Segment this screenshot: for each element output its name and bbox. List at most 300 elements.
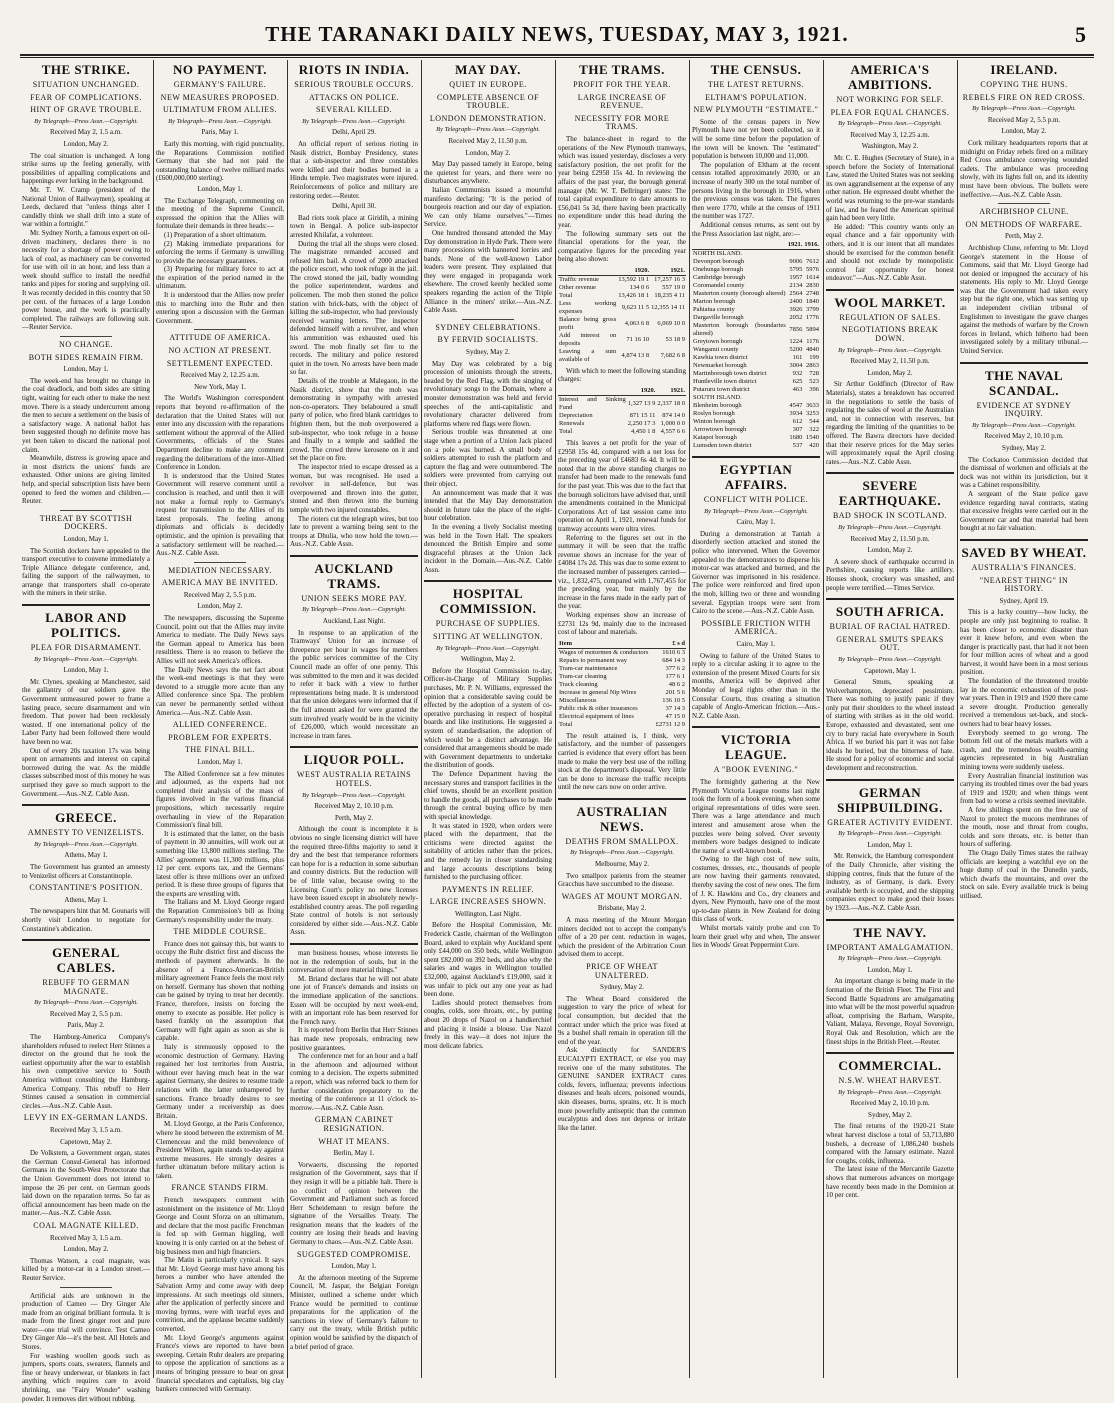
wire-credit: By Telegraph—Press Assn.—Copyright. bbox=[972, 105, 1076, 113]
paragraph: During a demonstration at Tantah a disorderly section attacked and stoned the police who intervened. When the Governor appealed to the demonstrators to disperse his motor-car was attacked and burned, and the Governor was imprisoned in his residence. The police were reinforced and fired upon the mob, killing two or three and wounding several. Egyptian troops were sent from Cairo to the scene.—Aus.-N.Z. Cable Assn. bbox=[692, 529, 820, 616]
dateline: Received May 3, 1.5 a.m. bbox=[50, 1233, 122, 1242]
headline: VICTORIA LEAGUE. bbox=[720, 732, 792, 763]
table-row bbox=[692, 266, 820, 274]
table-cell: Kawhia town district bbox=[693, 354, 748, 362]
paragraph: Everybody seemed to go wrong. The bottom fell out of the metals markets with a crash, and the tremendous wealth-earning agencies represented in big Australian mining towns were suddenly useless. bbox=[960, 728, 1088, 771]
table-cell: Balance being gross profit bbox=[559, 315, 617, 331]
headline: NO PAYMENT. bbox=[172, 62, 268, 77]
subheading: SITUATION UNCHANGED. bbox=[32, 80, 140, 89]
headline: AUSTRALIAN NEWS. bbox=[576, 803, 668, 834]
paragraph: man business houses, whose interests lie not in the redemption of souls, but in the conversation of more material things." bbox=[290, 949, 418, 975]
table-cell: Electrical equipment of lines bbox=[559, 712, 634, 720]
table-cell: 4,450 1 8 bbox=[631, 428, 656, 436]
paragraph: Two smallpox patients from the steamer Gracchus have succumbed to the disease. bbox=[558, 871, 686, 889]
dateline: Perth, May 2. bbox=[334, 813, 374, 822]
table-header-row bbox=[692, 241, 820, 250]
subheading: BOTH SIDES REMAIN FIRM. bbox=[28, 352, 144, 362]
table-row bbox=[558, 275, 686, 284]
table-cell: Putaruru town district bbox=[693, 386, 750, 394]
column-rule bbox=[823, 60, 824, 1378]
subheading: PAYMENTS IN RELIEF. bbox=[441, 884, 535, 894]
dateline: Berlin, May 1. bbox=[333, 1149, 375, 1158]
headline: EGYPTIAN AFFAIRS. bbox=[719, 462, 793, 493]
paragraph: Before the Hospital Commission, Mr. Frederick Castle, chairman of the Wellington Board, asked to explain why Auckland spent only £44,000 on 350 beds, while Wellington spent £82,000 on 392 beds, and also why the salaries and wages in Wellington totalled £32,000, against Auckland's £19,000, said it was unfair to pick out any one year as had been done. bbox=[424, 921, 552, 999]
paragraph: During the trial all the shops were closed. The magistrate remanded accused and refused him bail. A crowd of 2000 attacked the police escort, who took refuge in the jail. The crowd stoned the jail, badly wounding the police superintendent, wardens and policemen. The mob then stoned the police station with brick-bats, with the object of killing the sub-inspector, who had previously received warning letters. The inspector defended himself with a revolver, and when his ammunition was exhausted used his sword. The mob finally set fire to the records. The military and police restored quiet in the town. No arrests have been made so far. bbox=[290, 239, 418, 377]
dateline: London, May 1. bbox=[867, 965, 913, 974]
headline: LABOR AND POLITICS. bbox=[45, 610, 127, 641]
subheading: CONSTANTINE'S POSITION. bbox=[29, 883, 143, 893]
subheading: LEVY IN EX-GERMAN LANDS. bbox=[23, 1113, 149, 1123]
paragraph: Artificial aids are unknown in the production of Cameo — Dry Ginger Ale made from an original brilliant formula. It is made from the finest ginger root and pure water—one trial will convince. Test Cameo Dry Ginger Ale—it's the best. All Hotels and Stores. bbox=[22, 1291, 150, 1352]
paragraph: The newspapers, discussing the Supreme Council, point out that the Allies may invite America to mediate. The Daily News says the German appeal to America has been resultless. There is no reason to believe the Allies will not seek America's offices. bbox=[156, 614, 284, 666]
paragraph: In response to an application of the Tramways' Union for an increase of threepence per hour in wages for members the public services committee of the City Council made an offer of one penny. This was submitted to the men and it was decided to refer it back with a view to further representations being made. It is understood that the union delegates were informed that if the full amount asked for were granted the sum involved yearly would be in the vicinity of £26,000, which would necessitate an increase in tram fares. bbox=[290, 628, 418, 740]
table-row bbox=[692, 378, 820, 386]
subheading: THREAT BY SCOTTISH DOCKERS. bbox=[39, 513, 133, 532]
subheading: AUSTRALIA'S FINANCES. bbox=[971, 562, 1077, 572]
short-rule bbox=[998, 203, 1049, 204]
dateline: Received May 2, 11.50 p.m. bbox=[850, 357, 930, 366]
table-cell: Masterton borough (boundaries altered) bbox=[693, 322, 786, 338]
paragraph: The population of Eltham at the recent census totalled approximately 2030, or an increase of nearly 300 on the total number of persons living in the borough in 1916, when the previous census was taken. The figures then were 1770, while at the census of 1911 the number was 1727. bbox=[692, 160, 820, 221]
table-cell: 377 6 2 bbox=[665, 664, 685, 672]
table-row bbox=[558, 681, 686, 689]
table-cell: Masterton county (borough altered) bbox=[693, 290, 786, 298]
subheading: THE MIDDLE COURSE. bbox=[173, 927, 267, 937]
subheading: IMPORTANT AMALGAMATION. bbox=[826, 942, 954, 952]
headline: SEVERE EARTHQUAKE. bbox=[838, 478, 942, 509]
subheading: CONFLICT WITH POLICE. bbox=[703, 495, 809, 505]
dateline: London, May 2. bbox=[197, 602, 243, 611]
short-rule bbox=[194, 329, 245, 330]
dateline: London, May 1. bbox=[197, 757, 243, 766]
wire-credit: By Telegraph—Press Assn.—Copyright. bbox=[570, 849, 674, 857]
headline: GREECE. bbox=[55, 810, 117, 826]
table-cell: Coromandel county bbox=[693, 282, 745, 290]
dateline: Received May 3, 12.25 a.m. bbox=[850, 130, 930, 139]
subheading: COPYING THE HUNS. bbox=[980, 80, 1068, 89]
table-header-cell bbox=[692, 241, 787, 250]
table-row bbox=[692, 274, 820, 282]
table-cell: 17,257 16 3 bbox=[654, 275, 685, 283]
dateline: London, May 2. bbox=[63, 139, 109, 148]
table-cell: Newmarket borough bbox=[693, 362, 747, 370]
table-row bbox=[558, 420, 686, 428]
subheading: HINT OF GRAVE TROUBLE. bbox=[30, 105, 142, 115]
paragraph: Referring to the figures set out in the summary it will be seen that the traffic revenue shows an increase for the year of £4084 17s 2d. This was due to some extent to the increased number of passengers carried—viz., 1,832,475, compared with 1,767,455 for the preceding year, but mainly by the increase in the fares made in the early part of the year. bbox=[558, 533, 686, 611]
short-rule bbox=[462, 319, 513, 320]
dateline: Received May 2, 1.5 a.m. bbox=[50, 128, 122, 137]
paragraph: The Wheat Board considered the suggestion to vary the price of wheat for local consumption, but decided that the contract under which the price was fixed at 9s a bushel shall remain in operation till the end of the year. bbox=[558, 994, 686, 1046]
paragraph: Mr. Sydney North, a famous expert on oil-driven machinery, declares there is no necessity for a shortage of power owing to lack of coal, as machinery can be converted for use with oil in an hour, and less than a week should suffice to install the needful tanks and pipes for storing and supplying oil. It was recently decided in this country that 50 per cent. of the furnaces of a large London power house, and the work is practically completed. The railways are following suit.—Reuter Service. bbox=[22, 228, 150, 332]
dateline: Auckland, Last Night. bbox=[322, 617, 386, 626]
section-rule bbox=[558, 798, 686, 800]
dateline: Capetown, May 1. bbox=[864, 666, 916, 675]
section-rule bbox=[826, 598, 954, 600]
paragraph: The Matin is particularly cynical. It says that Mr. Lloyd George must have among his heroes a number who have attended the Salvation Army and come away with deep impressions. At such meetings old sinners, after the application of perfectly sincere and moving hymns, were with tearful eyes and contrition, and the applause became suddenly converted. bbox=[156, 1256, 284, 1333]
table-cell: Total bbox=[559, 291, 573, 299]
table-cell bbox=[803, 250, 820, 259]
paragraph: (3) Preparing for military force to act at the expiration of the period named in the ultimatum. bbox=[156, 265, 284, 291]
dateline: Received May 2, 5.5 p.m. bbox=[987, 115, 1061, 124]
paragraph: Italy is strenuously opposed to the economic destruction of Germany. Having regained her lost territories from Austria, without ever having much heat in the war against Germany, she desires to resume trade relations with the latter unhampered by sanctions. France broadly desires to see Germany under a receivership as does Britain. bbox=[156, 1042, 284, 1120]
table-row bbox=[558, 284, 686, 292]
paragraph: Every Australian financial institution was carrying its troubled times over the bad years of 1919 and 1920; and when things went from bad to worse a crisis seemed inevitable. bbox=[960, 771, 1088, 806]
paragraph: Early this morning, with rigid punctuality, the Reparations Commission notified Germany that she had not paid the outstanding balance of twelve milliard marks (£600,000,000 sterling). bbox=[156, 139, 284, 183]
table-cell: Public risk & other insurances bbox=[559, 704, 638, 712]
table-row bbox=[558, 396, 686, 413]
table-cell: 2400 bbox=[789, 298, 803, 306]
paragraph: Some of the census papers in New Plymouth have not yet been collected, so it will be some time before the population of the town will be known. The "estimated" population is between 10,000 and 11,000. bbox=[692, 117, 820, 161]
dateline: Received May 2, 12.25 a.m. bbox=[180, 371, 260, 380]
table-row bbox=[692, 426, 820, 434]
table-cell: 307 bbox=[792, 426, 803, 434]
table-header-cell bbox=[558, 267, 617, 276]
table-cell: 4547 bbox=[789, 402, 803, 410]
table-header-row bbox=[558, 640, 686, 649]
table-cell: 18,235 4 11 bbox=[654, 291, 685, 299]
column bbox=[290, 60, 418, 1378]
dateline: Received May 2, 11.50 p.m. bbox=[448, 136, 528, 145]
paragraph: Ladies should protect themselves from coughs, colds, sore throats, etc., by putting about 20 drops of Nazol on a handkerchief and placing it inside a blouse. Use Nazol freely in this way—it does not injure the most delicate fabrics. bbox=[424, 998, 552, 1050]
paragraph: The Otago Daily Times states the railway officials are keeping a watchful eye on the huge dump of coal in the Dunedin yards, which dwarfs the mountains, and over the stock on sale. Every available truck is being utilised. bbox=[960, 848, 1088, 900]
paragraph: Owing to the high cost of new suits, costumes, dresses, etc., thousands of people are now having their garments renovated, thereby saving the cost of new ones. The firm of J. K. Hawkins and Co., dry cleaners and dyers, New Plymouth, have one of the most up-to-date plants in New Zealand for doing this class of work. bbox=[692, 855, 820, 924]
paragraph: The week-end has brought no change in the coal deadlock, and both sides are sitting tight, waiting for each other to make the next move. There is a steady undercurrent among the men to secure a settlement on the basis of a satisfactory wage. A national ballot has been suggested though no definite move has yet been taken to discard the national pool claim. bbox=[22, 376, 150, 454]
subheading: REBUFF TO GERMAN MAGNATE. bbox=[42, 978, 130, 996]
table-cell: 13,426 18 1 bbox=[618, 291, 650, 299]
dateline: London, May 1. bbox=[197, 184, 243, 193]
table-header-cell: 1921. bbox=[787, 241, 803, 249]
table-cell: 199 bbox=[809, 354, 819, 362]
table-cell: Arrowtown borough bbox=[693, 426, 747, 434]
subheading: THE FINAL BILL. bbox=[184, 745, 256, 755]
table-cell: 2052 bbox=[789, 314, 803, 322]
paragraph: The Hamburg-America Company's shareholders refused to reelect Herr Stinnes a director on the ground that he took the earliest opportunity after the war to establish his own competitive service to South America without consulting the Hamburg-America Company. This rebuff to Herr Stinnes caused a sensation in commercial circles.—Aus.-N.Z. Cable Assn. bbox=[22, 1033, 150, 1110]
subheading: REBELS FIRE ON RED CROSS. bbox=[962, 92, 1086, 102]
table-cell: 932 bbox=[792, 370, 803, 378]
table-cell bbox=[787, 394, 804, 402]
subheading: NOT WORKING FOR SELF. bbox=[836, 95, 944, 104]
table-cell: Winton borough bbox=[693, 418, 736, 426]
dateline: Athens, May 1. bbox=[64, 895, 108, 904]
paragraph: This is a lucky country—how lucky, the people are only just beginning to realise. It has been closer to economic disaster than ever it knew before, and even when the danger is practically past, that had it not been for four million acres of wheat and a good harvest, it would have been in a most serious position. bbox=[960, 608, 1088, 677]
column-rule bbox=[957, 60, 958, 1378]
paragraph: The Exchange Telegraph, commenting on the meeting of the Supreme Council, expressed the opinion that the Allies will formulate their demands in three heads:— bbox=[156, 196, 284, 231]
table-header-cell: 1920. bbox=[617, 267, 650, 276]
paragraph: Serious trouble was threatened at one stage when a portion of a Union Jack placed on a pole was burned. A small body of soldiers attempted to rush the platform and capture the flag and were outnumbered. The soldiers were prevented from carrying out their object. bbox=[424, 428, 552, 488]
table-row bbox=[692, 402, 820, 410]
table-cell: 53 18 9 bbox=[665, 335, 685, 343]
table-cell: 1776 bbox=[806, 314, 819, 322]
paragraph: Owing to failure of the United States to reply to a circular asking it to agree to the extension of the present Mixed Courts for six months, America will be deprived after Monday of legal rights other than in the Consular Courts, thus creating a situation capable of Anglo-American friction.—Aus.-N.Z. Cable Assn. bbox=[692, 651, 820, 720]
headline: GERMAN SHIPBUILDING. bbox=[837, 784, 943, 815]
table-row bbox=[558, 689, 686, 697]
paragraph: Mr. Renwick, the Hamburg correspondent of the Daily Chronicle, after visiting the shipping centres, finds that the future of the industry, as of Germany, is dark. Every available berth is occupied, and the shipping companies expect to make good their losses by 1923.—Aus.-N.Z. Cable Assn. bbox=[826, 852, 954, 912]
paragraph: It is understood that the Allies now prefer this to marching into the Ruhr and then entering upon a discussion with the German Government. bbox=[156, 291, 284, 325]
dateline: Sydney, May 2. bbox=[466, 348, 510, 357]
paragraph: It is understood that the United States Government will reserve comment until a conclusion is reached, and until then it will not make a formal reply to Germany's request for transmission to the Allies of its latest proposals. The feeling among diplomats and officials is decidedly optimistic, and the opinion is prevailing that a satisfactory settlement will be reached.—Aus.-N.Z. Cable Assn. bbox=[156, 471, 284, 558]
table-cell: 177 6 1 bbox=[665, 672, 685, 680]
section-rule bbox=[424, 580, 552, 582]
table-cell: Dargaville borough bbox=[693, 314, 744, 322]
dateline: London, May 2. bbox=[867, 546, 913, 555]
figures-table bbox=[692, 241, 820, 450]
wire-credit: By Telegraph—Press Assn.—Copyright. bbox=[838, 523, 942, 531]
subheading: GENERAL SMUTS SPEAKS OUT. bbox=[836, 634, 944, 653]
table-cell: Greytown borough bbox=[693, 338, 743, 346]
table-header-row bbox=[558, 267, 686, 276]
headline: SOUTH AFRICA. bbox=[835, 604, 945, 620]
wire-credit: By Telegraph—Press Assn.—Copyright. bbox=[838, 830, 942, 838]
dateline: Cairo, May 1. bbox=[736, 518, 776, 527]
subheading: WAGES AT MOUNT MORGAN. bbox=[561, 891, 683, 901]
table-cell: 684 14 3 bbox=[662, 656, 685, 664]
dateline: London, May 2. bbox=[1001, 127, 1047, 136]
dateline: Received May 2, 10.10 p.m. bbox=[314, 802, 394, 811]
dateline: Wellington, May 2. bbox=[460, 655, 516, 664]
paragraph: Thomas Watson, a coal magnate, was killed by a motor-car in a London street.—Reuter Service. bbox=[22, 1256, 150, 1282]
table-cell: 48 6 2 bbox=[668, 680, 685, 688]
table-row bbox=[558, 428, 686, 436]
subheading: REGULATION OF SALES. bbox=[839, 312, 941, 322]
dateline: Cairo, May 1. bbox=[736, 640, 776, 648]
column bbox=[424, 60, 552, 1378]
table-cell: 1680 bbox=[789, 434, 803, 442]
subheading: DEATHS FROM SMALLPOX. bbox=[565, 836, 679, 846]
section-rule bbox=[826, 289, 954, 291]
table-row bbox=[692, 250, 820, 259]
table-cell: 2,250 17 3 bbox=[627, 420, 656, 428]
subheading: LARGE INCREASE OF REVENUE. bbox=[577, 92, 667, 111]
paragraph: France does not gainsay this, but wants to occupy the Ruhr district first and discuss the methods of payment afterwards. In the absence of a Franco-American-British military agreement France feels the most rely on herself. Germany has shown that nothing can be gained by trying to treat her decently. France, therefore, insists on forcing the enemy to execute as possible. Her policy is based frankly on the assumption that Germany will fight again as soon as she is capable. bbox=[156, 939, 284, 1043]
table-cell: 396 bbox=[809, 386, 819, 394]
table-row bbox=[692, 370, 820, 378]
table-cell: 3633 bbox=[806, 402, 819, 410]
subheading: ARCHBISHOP CLUNE. bbox=[979, 207, 1069, 217]
table-cell: 1540 bbox=[806, 434, 819, 442]
dateline: London, May 1. bbox=[63, 666, 109, 675]
table-row bbox=[692, 258, 820, 266]
table-cell: Leaving a sum available of bbox=[559, 347, 617, 363]
subheading: SUGGESTED COMPROMISE. bbox=[296, 1249, 412, 1259]
headline: LIQUOR POLL. bbox=[303, 752, 405, 768]
headline: SAVED BY WHEAT. bbox=[961, 544, 1087, 560]
table-row bbox=[692, 314, 820, 322]
table-cell: 612 bbox=[792, 418, 803, 426]
subheading: LONDON DEMONSTRATION. bbox=[429, 113, 547, 123]
paragraph: M. Lloyd George, at the Paris Conference, where he stood between the extremism of M. Clemenceau and the mild benevolence of President Wilson, again stands to-day against extreme measures. He strongly desires a further ultimatum before military action is taken. bbox=[156, 1120, 284, 1180]
table-cell: 12,355 14 11 bbox=[651, 303, 685, 311]
paragraph: The Allied Conference sat a few minutes and adjourned, as the experts had not completed their analysis of the mass of figures involved in the various financial propositions, which necessarily require overhauling in view of the Reparation Commission's final bill. bbox=[156, 769, 284, 830]
headline: WOOL MARKET. bbox=[834, 294, 946, 310]
section-rule bbox=[22, 939, 150, 941]
table-row bbox=[558, 300, 686, 316]
short-rule bbox=[60, 336, 111, 337]
paragraph: An official report of serious rioting in Nasik district, Bombay Presidency, states that a sub-inspector and three constables were killed and their bodies burned in a Hindu temple. Two magistrates were injured. Reinforcements of police and military are restoring order.—Reuter. bbox=[290, 139, 418, 200]
headline: THE CENSUS. bbox=[710, 62, 802, 77]
dateline: London, May 1. bbox=[867, 840, 913, 849]
table-cell: 3004 bbox=[789, 362, 803, 370]
table-cell: 463 bbox=[792, 386, 803, 394]
table-cell: Marton borough bbox=[693, 298, 736, 306]
table-cell: 557 19 0 bbox=[662, 283, 685, 291]
column bbox=[156, 60, 284, 1394]
paragraph: Additional census returns, as sent out by the Press Association last night, are:— bbox=[692, 220, 820, 238]
table-cell: 728 bbox=[809, 370, 819, 378]
paragraph: Details of the trouble at Malegaon, in the Nasik district, show that the mob was demonstrating in sympathy with arrested non-co-operators. They belaboured a small party of police, who fired blank cartridges to frighten them, but the mob overpowered a sub-inspector, who took refuge in a house and finally to a temple and saddled the crowd. The crowd threw kerosene on it and set the place on fire. bbox=[290, 377, 418, 463]
subheading: FEAR OF COMPLICATIONS. bbox=[30, 92, 142, 102]
table-cell: NORTH ISLAND. bbox=[693, 250, 743, 258]
table-header-cell: 1921. bbox=[656, 387, 686, 396]
subheading: WEST AUSTRALIA RETAINS HOTELS. bbox=[296, 770, 412, 788]
column bbox=[960, 60, 1088, 1378]
paragraph: The newspapers hint that M. Gounaris will shortly visit London to negotiate for Constantine's abdication. bbox=[22, 907, 150, 933]
figures-table bbox=[558, 267, 686, 364]
dateline: Perth, May 2. bbox=[1004, 232, 1044, 241]
subheading: NO CHANGE. bbox=[59, 340, 113, 350]
table-cell: 7856 bbox=[789, 326, 803, 334]
table-cell: 874 14 0 bbox=[662, 412, 685, 420]
paragraph: De Volkstem, a Government organ, states the German Consul-General has informed Germans in the South-West Protectorate that the Union Government does not intend to impose the 26 per cent. on German goods laid down on the reparation terms. So far as official announcement has been made on the matter.—Aus.-N.Z. Cable Assn. bbox=[22, 1149, 150, 1218]
column bbox=[826, 60, 954, 1378]
paragraph: (1) Preparation of a short ultimatum. bbox=[164, 230, 267, 239]
table-row bbox=[558, 713, 686, 721]
paragraph: Ask distinctly for SANDER'S EUCALYPTI EXTRACT, or else you may receive one of the many substitutes. The GENUINE SANDER EXTRACT cures colds, fevers, influenza; prevents infectious diseases and heals ulcers, poisoned wounds, skin diseases, burns, sprains, etc. It is much more powerfully antiseptic than the common eucalyptus and does not depress or irritate like the latter. bbox=[558, 1046, 686, 1132]
dateline: Paris, May 2. bbox=[67, 1021, 105, 1030]
subheading: ELTHAM'S POPULATION. bbox=[705, 92, 807, 102]
subheading: SETTLEMENT EXPECTED. bbox=[166, 358, 274, 368]
table-row bbox=[558, 332, 686, 348]
table-row bbox=[692, 346, 820, 354]
page-number: 5 bbox=[1075, 22, 1086, 47]
paragraph: Vorwaerts, discussing the reported resignation of the Government, says that if they resign it will be a pitiable halt. There is no conflict of opinion between the Government and Parliament such as forced Herr Scheidemann to resign before the signature of the Versailles Treaty. The resignation means that the leaders of the country are losing their heads and leaving Germany to chaos.—Aus.-N.Z. Cable Assn. bbox=[290, 1160, 418, 1247]
table-cell: Wanganui county bbox=[693, 346, 739, 354]
wire-credit: By Telegraph—Press Assn.—Copyright. bbox=[838, 655, 942, 663]
subheading: POSSIBLE FRICTION WITH AMERICA. bbox=[701, 618, 811, 637]
subheading: LARGE INCREASES SHOWN. bbox=[429, 897, 547, 907]
table-cell: 7612 bbox=[806, 258, 819, 266]
subheading: NEW PLYMOUTH "ESTIMATE." bbox=[693, 105, 819, 115]
table-cell: Less working expenses bbox=[559, 299, 617, 315]
subheading: QUIET IN EUROPE. bbox=[449, 80, 527, 89]
wire-credit: By Telegraph—Press Assn.—Copyright. bbox=[34, 840, 138, 848]
table-cell: 1840 bbox=[806, 298, 819, 306]
paragraph: General Smuts, speaking at Wolverhampton, deprecated pessimism. There was nothing to justify panic if they only put their shoulders to the wheel instead of starting with strikes as in the old world. Europe, exhausted and devastated, sent one cry to bury racial hate everywhere in South Africa. If we buried his part it was not false ideals he buried, but the bitterness of hate. He stood for a policy of economic and social development and reconstruction. bbox=[826, 678, 954, 773]
paragraph: It was stated in 1920, when orders were placed with the department, that the criticisms were directed against the suitability of articles rather than the prices, and the remedy lay in closer standardising and large accounts descriptions being furnished to the purchasing officer. bbox=[424, 821, 552, 882]
subheading: ATTACKS ON POLICE. bbox=[309, 92, 399, 102]
wire-credit: By Telegraph—Press Assn.—Copyright. bbox=[302, 791, 406, 799]
table-cell: 1957 bbox=[789, 274, 803, 282]
table-cell: 161 bbox=[792, 354, 803, 362]
paragraph: The result attained is, I think, very satisfactory, and the number of passengers carried is evidence that every effort has been made to make the very best use of the rolling stock at the department's disposal. Very little can be done to increase the traffic receipts until the new cars now on order arrive. bbox=[558, 731, 686, 792]
masthead-rule bbox=[20, 54, 1094, 56]
table-row bbox=[692, 386, 820, 394]
dateline: Received May 2, 10.10 p.m. bbox=[984, 432, 1064, 441]
paragraph: The following summary sets out the financial operations for the year, the comparative figures for the preceding year being also shown: bbox=[558, 229, 686, 264]
subheading: BURIAL OF RACIAL HATRED. bbox=[829, 622, 951, 632]
table-cell: Add interest on deposits bbox=[559, 331, 617, 347]
table-row bbox=[692, 362, 820, 370]
table-cell: 4,874 13 8 bbox=[621, 351, 650, 359]
table-cell: 9006 bbox=[789, 258, 803, 266]
subheading: THE LATEST RETURNS. bbox=[707, 80, 805, 89]
table-cell: Total bbox=[559, 428, 573, 436]
table-cell: £2731 12 9 bbox=[655, 720, 685, 728]
paragraph: A sergeant of the State police gave evidence regarding naval contracts, stating that excessive freights were carried out in the Government car and that material had been bought at no fair valuation. bbox=[960, 489, 1088, 533]
paragraph: The rioters cut the telegraph wires, but too late to prevent a warning being sent to the troops at Dhulia, who now hold the town.—Aus.-N.Z. Cable Assn. bbox=[290, 514, 418, 549]
table-row bbox=[692, 442, 820, 450]
paragraph: With which to meet the following standing charges: bbox=[558, 366, 686, 384]
table-header-cell: £ s d bbox=[654, 640, 686, 649]
headline: MAY DAY. bbox=[455, 62, 521, 77]
paragraph: The coal situation is unchanged. A long strike sums up the feeling generally, with possibilities of appalling complications and happenings ever lurking in the background. bbox=[22, 151, 150, 186]
dateline: Capetown, May 2. bbox=[60, 1137, 112, 1146]
subheading: SITTING AT WELLINGTON. bbox=[433, 632, 543, 642]
dateline: Washington, May 2. bbox=[861, 142, 919, 151]
paragraph: The fortnightly gathering at the New Plymouth Victoria League rooms last night took the form of a book evening, when some original representations of titles were seen. There was a large attendance and much interest and amusement arose when the puzzles were being solved. Over seventy members wore badges designed to indicate the name of a well-known book. bbox=[692, 777, 820, 855]
table-cell: Increase in general Nip Wires bbox=[559, 688, 637, 696]
subheading: EVIDENCE AT SYDNEY INQUIRY. bbox=[976, 400, 1072, 419]
headline: COMMERCIAL. bbox=[838, 1058, 942, 1074]
table-cell: 5795 bbox=[789, 266, 803, 274]
wire-credit: By Telegraph—Press Assn.—Copyright. bbox=[436, 126, 540, 134]
section-rule bbox=[290, 943, 418, 945]
paragraph: M. Briand declares that he will not abate one jot of France's demands and insists on the immediate application of the sanctions. Essen will be occupied by next week-end, with an important role has been reserved for the French navy. bbox=[290, 974, 418, 1026]
headline: THE TRAMS. bbox=[579, 62, 665, 77]
table-cell: 523 bbox=[809, 378, 819, 386]
section-rule bbox=[22, 604, 150, 606]
wire-credit: By Telegraph—Press Assn.—Copyright. bbox=[302, 117, 406, 125]
subheading: BAD SHOCK IN SCOTLAND. bbox=[832, 511, 948, 521]
headline: AUCKLAND TRAMS. bbox=[314, 560, 394, 591]
table-row bbox=[692, 306, 820, 314]
table-cell: 3934 bbox=[789, 410, 803, 418]
table-cell: 37 14 3 bbox=[665, 704, 685, 712]
table-cell: 13,592 19 1 bbox=[618, 275, 650, 283]
table-row bbox=[692, 298, 820, 306]
table-row bbox=[558, 648, 686, 657]
subheading: SERIOUS TROUBLE OCCURS. bbox=[294, 80, 414, 89]
dateline: Delhi, April 30. bbox=[332, 202, 376, 211]
headline: GENERAL CABLES. bbox=[52, 945, 120, 976]
wire-credit: By Telegraph—Press Assn.—Copyright. bbox=[704, 507, 808, 515]
table-cell: 9,623 11 5 bbox=[621, 303, 650, 311]
table-cell: Onehunga borough bbox=[693, 266, 744, 274]
dateline: Sydney, April 19. bbox=[999, 596, 1049, 605]
table-cell: 1224 bbox=[789, 338, 803, 346]
subheading: FRANCE STANDS FIRM. bbox=[171, 1183, 269, 1193]
paragraph: A mass meeting of the Mount Morgan miners decided not to accept the company's offer of a 20 per cent. reduction in wages, which the president of the Arbitration Court advised them to accept. bbox=[558, 916, 686, 959]
subheading: ATTITUDE OF AMERICA. bbox=[169, 333, 271, 343]
table-cell: 134 0 6 bbox=[629, 283, 650, 291]
paragraph: Whilst mortals vainly probe and con To learn their gruel why and when, The answer lies in Woods' Great Peppermint Cure. bbox=[692, 924, 820, 950]
section-rule bbox=[290, 555, 418, 557]
subheading: ALLIED CONFERENCE. bbox=[172, 720, 268, 730]
paragraph: Mr. C. E. Hughes (Secretary of State), in a speech before the Society of International Law, stated the United States was not seeking its own aggrandisement at the expense of any other nation. He expressed doubt whether the world was returning to the pre-war standards of law, and he feared the American spiritual gain had been very little. bbox=[826, 153, 954, 223]
dateline: London, May 1. bbox=[63, 365, 109, 374]
table-row bbox=[558, 665, 686, 673]
paragraph: He added: "This country wants only an equal chance and a fair opportunity with others, and it is our intent that all mandates should be exercised for the common benefit and should not exclude by monopolistic control fair opportunity for honest endeavor."—Aus.-N.Z. Cable Assn. bbox=[826, 222, 954, 283]
subheading: COAL MAGNATE KILLED. bbox=[33, 1220, 139, 1230]
paragraph: Archbishop Clune, referring to Mr. Lloyd George's statement in the House of Commons, said that Mr. Lloyd George had not denied or impugned the accuracy of his statements. His reply to Mr. Lloyd George was that the Government had taken every step but the right one, which was setting up an independent civilian tribunal of Englishmen to investigate the grave charges against the methods of warfare by the Crown forces in Ireland, which hitherto had been investigated solely by a military tribunal.—United Service. bbox=[960, 243, 1088, 356]
table-cell: 3926 bbox=[789, 306, 803, 314]
table-cell: 1176 bbox=[806, 338, 819, 346]
table-row bbox=[558, 673, 686, 681]
column bbox=[558, 60, 686, 1378]
subheading: ON METHODS OF WARFARE. bbox=[965, 219, 1083, 229]
subheading: UNION SEEKS MORE PAY. bbox=[301, 593, 407, 603]
table-row bbox=[692, 410, 820, 418]
table-cell: Tram-car cleaning bbox=[559, 672, 607, 680]
